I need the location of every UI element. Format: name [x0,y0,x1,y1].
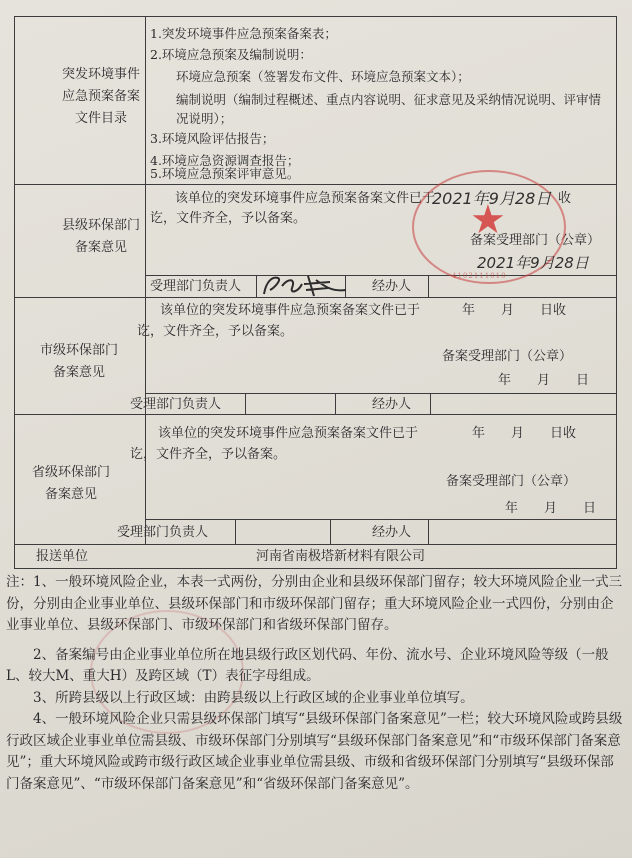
cell-divider [430,393,431,414]
row-divider [145,393,617,394]
county-text-1: 该单位的突发环境事件应急预案备案文件已于 [175,191,436,206]
row-divider [14,414,617,415]
table-border-right [616,16,617,568]
county-head-label: 受理部门负责人 [150,279,242,294]
submitter-value: 河南省南极塔新材料有限公司 [256,549,426,564]
province-text-1-date: 年 月 日收 [472,426,577,441]
doc-item: 5.环境应急预案评审意见。 [150,166,300,181]
filled-seal-date: 2021年9月28日 [477,254,589,272]
row-divider [14,544,617,545]
city-text-1-date: 年 月 日收 [462,303,567,318]
county-handler-label: 经办人 [372,279,412,294]
cell-divider [245,393,246,414]
submitter-label: 报送单位 [36,549,89,564]
doc-item: 3.环境风险评估报告； [150,131,275,146]
city-text-1: 该单位的突发环境事件应急预案备案文件已于 [160,303,421,318]
county-text-2: 讫，文件齐全，予以备案。 [150,211,307,226]
city-handler-label: 经办人 [372,397,412,412]
handwritten-signature [258,270,353,302]
label-column-divider [145,16,146,544]
province-label: 省级环保部门备案意见 [31,465,110,502]
note-2: 2、备案编号由企业事业单位所在地县级行政区划代码、年份、流水号、企业环境风险等级（一般L、较大M、重大H）及跨区域（T）表征字母组成。 [6,646,609,684]
cell-divider [330,519,331,544]
province-dept: 备案受理部门（公章） [446,474,577,489]
city-date: 年 月 日 [498,373,590,388]
cell-divider [235,519,236,544]
county-text-1-end: 收 [558,191,572,206]
doc-item: 2.环境应急预案及编制说明： [150,47,312,62]
table-border-left [14,16,15,568]
filled-receipt-date: 2021年9月28日 [432,189,552,208]
province-text-1: 该单位的突发环境事件应急预案备案文件已于 [158,426,419,441]
city-text-2: 讫，文件齐全，予以备案。 [137,324,294,339]
notes-section [6,572,626,795]
cell-divider [428,519,429,544]
seal-number: 4102111010 [452,272,507,280]
doc-item: 1.突发环境事件应急预案备案表； [150,26,337,41]
cell-divider [335,393,336,414]
city-head-label: 受理部门负责人 [130,397,222,412]
filing-docs-label: 突发环境事件应急预案备案文件目录 [62,67,141,126]
row-divider [145,519,617,520]
province-head-label: 受理部门负责人 [117,525,209,540]
note-4: 4、一般环境风险企业只需县级环保部门填写“县级环保部门备案意见”一栏；较大环境风险或跨县级行政区域企业事业单位需县级、市级环保部门分别填写“县级环保部门备案意见”和“市级环保部门备案意见”；重大环境风险或跨市级行政区域企业事业单位需县级、市级和省级环保部门分别填写“县级环保部门备案意见”、“市级环保部门备案意见”和“省级环保部门备案意见”。 [6,711,623,792]
seal-star-icon: ★ [470,197,506,243]
doc-item: 编制说明（编制过程概述、重点内容说明、征求意见及采纳情况说明、评审情况说明）； [176,92,602,126]
province-handler-label: 经办人 [372,525,412,540]
city-label: 市级环保部门备案意见 [39,343,118,380]
doc-item: 环境应急预案（签署发布文件、环境应急预案文本）； [176,69,470,84]
note-1: 注：1、一般环境风险企业，本表一式两份，分别由企业和县级环保部门留存；较大环境风险企业一式三份，分别由企业事业单位、县级环保部门和市级环保部门留存；重大环境风险企业一式四份，分别由企业事业单位、县级环保部门、市级环保部门和省级环保部门留存。 [6,574,623,633]
cell-divider [256,275,257,297]
county-label: 县级环保部门备案意见 [61,218,140,255]
table-border-top [14,16,617,17]
note-3: 3、所跨县级以上行政区域：由跨县级以上行政区域的企业事业单位填写。 [33,689,474,706]
table-border-bottom [14,568,617,569]
doc-item: 4.环境应急资源调查报告； [150,153,300,168]
province-date: 年 月 日 [505,501,597,516]
county-dept: 备案受理部门（公章） [470,233,601,248]
cell-divider [428,275,429,297]
province-text-2: 讫，文件齐全，予以备案。 [130,447,287,462]
row-divider [145,275,617,276]
city-dept: 备案受理部门（公章） [442,349,573,364]
